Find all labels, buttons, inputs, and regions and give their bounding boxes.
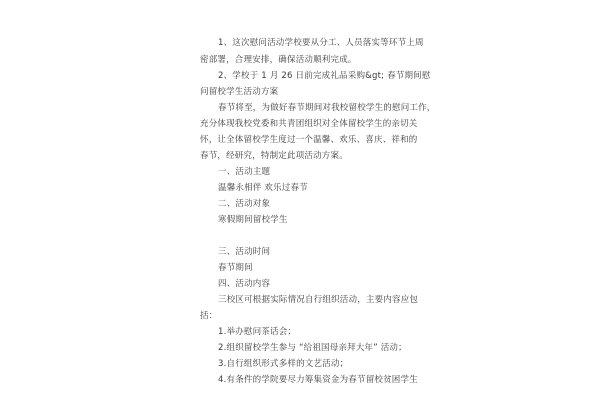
paragraph-line: 春节，经研究，特制定此项活动方案。 <box>200 151 348 161</box>
paragraph-line: 春节期间 <box>218 263 253 273</box>
paragraph-line: 密部署，合理安排，确保活动顺利完成。 <box>200 55 357 65</box>
section-heading: 三、活动时间 <box>218 247 271 257</box>
paragraph-line: 2、学校于 1 月 26 日前完成礼品采购&gt; 春节期间慰 <box>218 71 431 81</box>
paragraph-line: 温馨永相伴 欢乐过春节 <box>218 183 308 193</box>
list-item: 4.有条件的学院要尽力筹集资金为春节留校贫困学生 <box>218 375 418 385</box>
list-item: 1.举办慰问茶话会； <box>218 327 297 337</box>
section-heading: 二、活动对象 <box>218 199 271 209</box>
section-heading: 四、活动内容 <box>218 279 271 289</box>
paragraph-line: 寒假期间留校学生 <box>218 215 288 225</box>
section-heading: 一、活动主题 <box>218 167 271 177</box>
list-item: 3.自行组织形式多样的文艺活动； <box>218 359 349 369</box>
paragraph-line: 怀，让全体留校学生度过一个温馨、欢乐、喜庆、祥和的 <box>200 135 418 145</box>
paragraph-line: 春节将至，为做好春节期间对我校留校学生的慰问工作， <box>218 103 436 113</box>
list-item: 2.组织留校学生参与 “给祖国母亲拜大年” 活动； <box>218 343 407 353</box>
paragraph-line: 三校区可根据实际情况自行组织活动，主要内容应包 <box>218 295 419 305</box>
paragraph-line: 括： <box>200 311 218 321</box>
paragraph-line: 充分体现我校党委和共青团组织对全体留校学生的亲切关 <box>200 119 418 129</box>
paragraph-line: 问留校学生活动方案 <box>200 87 279 97</box>
paragraph-line: 1、这次慰问活动学校要从分工、人员落实等环节上周 <box>218 38 424 48</box>
